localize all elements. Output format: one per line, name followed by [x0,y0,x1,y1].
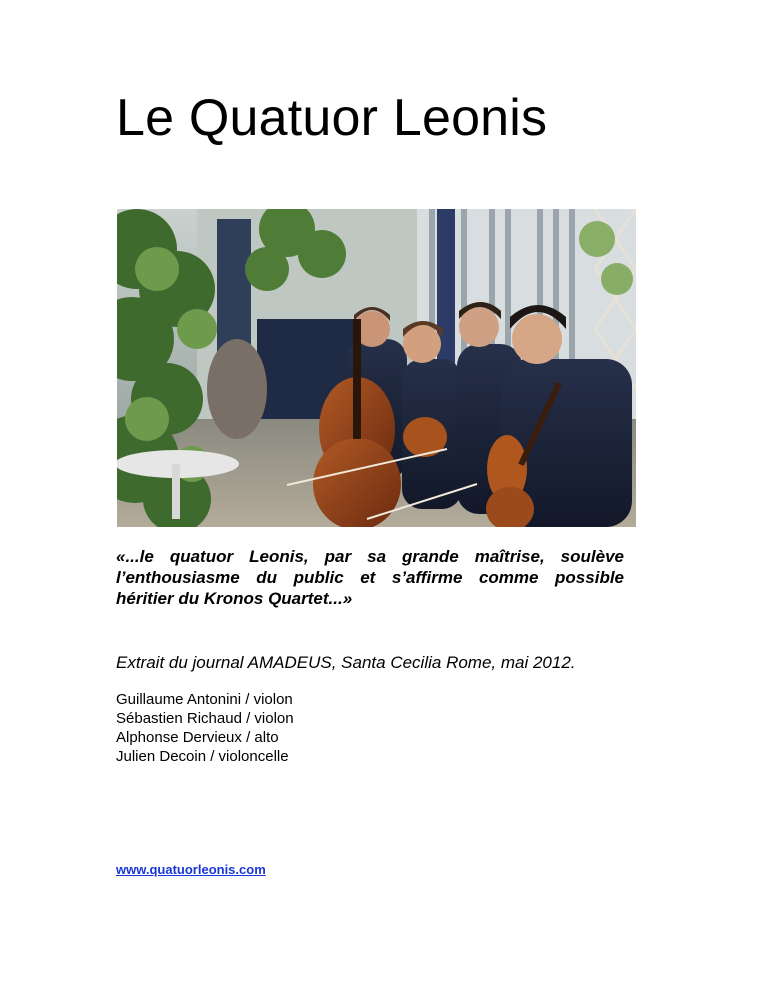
quote-line: héritier du Kronos Quartet...» [116,589,353,608]
quartet-photo-image [117,209,636,527]
quartet-photo [117,209,636,527]
quote-source: Extrait du journal AMADEUS, Santa Cecilia Rome, mai 2012. [116,653,576,672]
member-item: Sébastien Richaud / violon [116,710,294,727]
quote-line: l’enthousiasme du public et s’affirme comme possible [116,568,624,587]
press-quote [116,546,624,609]
quote-line: «...le quatuor Leonis, par sa grande maîtrise, soulève [116,547,624,566]
page-title: Le Quatuor Leonis [116,89,548,147]
website-link[interactable]: www.quatuorleonis.com [116,862,266,877]
member-item: Guillaume Antonini / violon [116,691,293,708]
member-item: Alphonse Dervieux / alto [116,729,279,746]
member-item: Julien Decoin / violoncelle [116,748,289,765]
members-list [116,690,294,766]
